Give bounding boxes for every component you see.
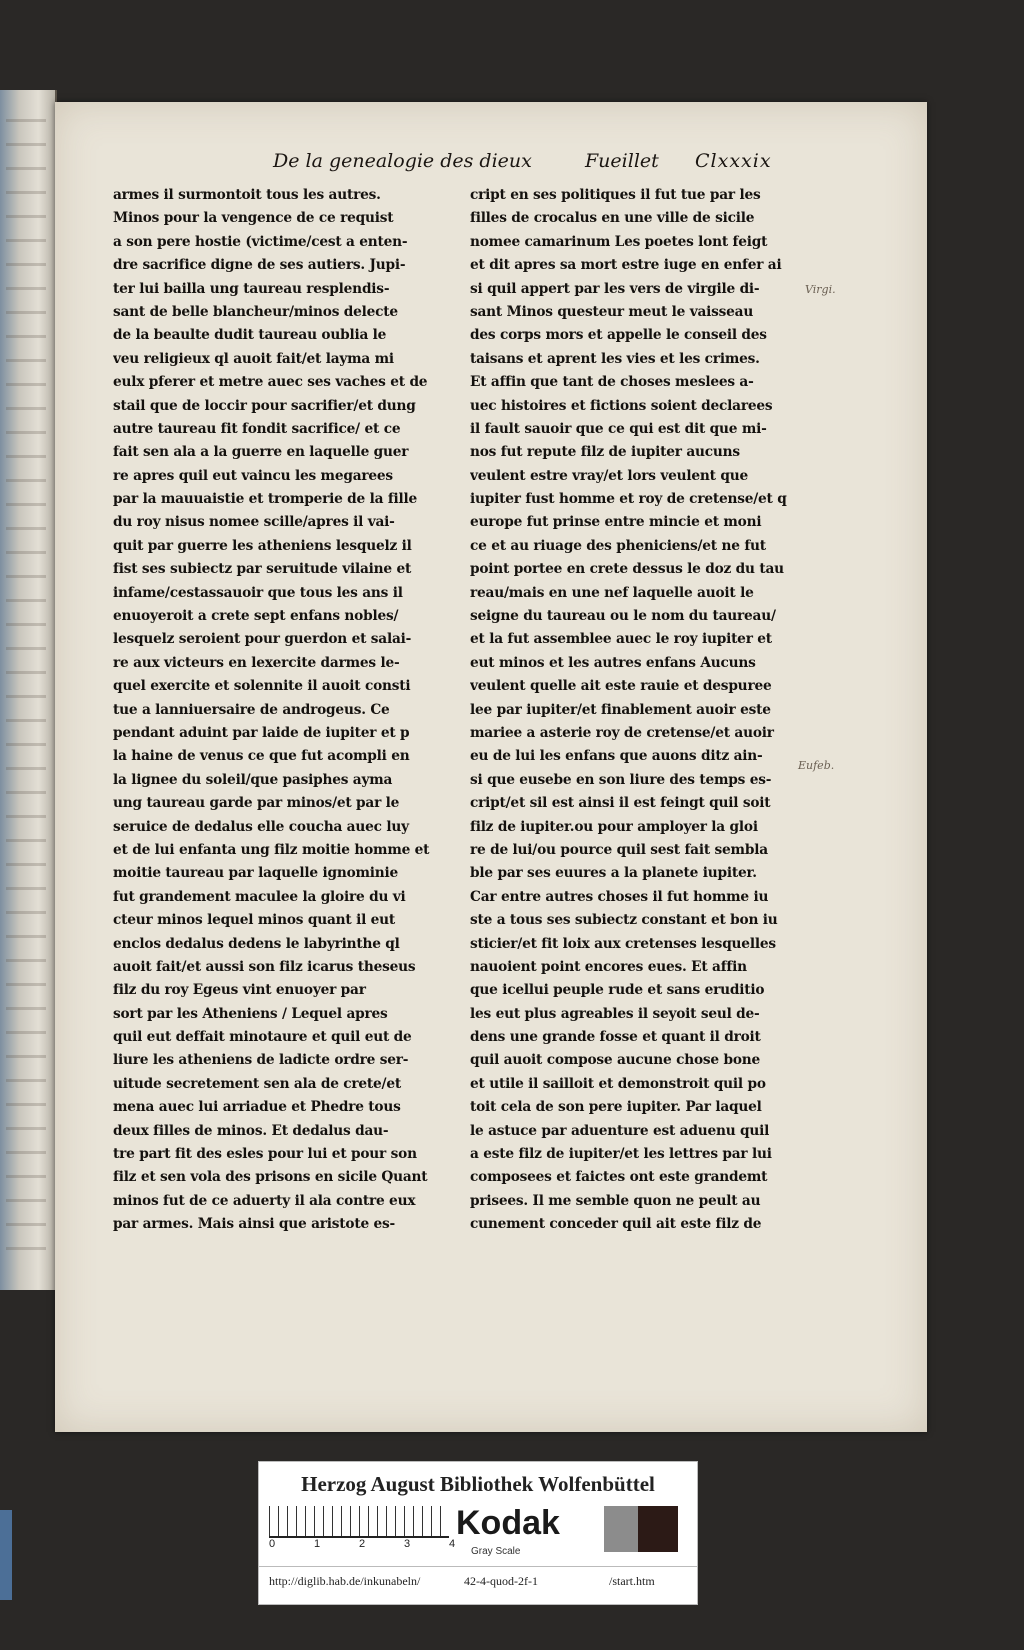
text-line: par la mauuaistie et tromperie de la fille [113, 491, 418, 508]
text-line: composees et faictes ont este grandemt [470, 1169, 768, 1186]
text-line: que icellui peuple rude et sans eruditio [470, 982, 765, 999]
text-line: de la beaulte dudit taureau oublia le [113, 327, 387, 344]
text-line: pendant aduint par laide de iupiter et p [113, 724, 410, 741]
text-line: des corps mors et appelle le conseil des [470, 327, 767, 344]
text-line: si quil appert par les vers de virgile di- [470, 280, 760, 297]
text-line: fait sen ala a la guerre en laquelle guer [113, 444, 409, 461]
text-line: filz et sen vola des prisons en sicile Quant [113, 1169, 428, 1186]
text-line: ter lui bailla ung taureau resplendis- [113, 280, 390, 297]
text-line: seigne du taureau ou le nom du taureau/ [470, 608, 776, 625]
text-line: filles de crocalus en une ville de sicile [470, 210, 755, 227]
text-line: tre part fit des esles pour lui et pour son [113, 1146, 417, 1163]
text-line: re aux victeurs en lexercite darmes le- [113, 654, 400, 671]
white-swatch [571, 1506, 604, 1552]
text-line: tue a lanniuersaire de androgeus. Ce [113, 701, 390, 718]
text-line: dens une grande fosse et quant il droit [470, 1029, 761, 1046]
text-line: sant de belle blancheur/minos delecte [113, 303, 398, 320]
text-line: cteur minos lequel minos quant il eut [113, 912, 396, 929]
text-line: cript/et sil est ainsi il est feingt quil soit [470, 795, 771, 812]
color-target-card [258, 1461, 698, 1605]
text-line: Car entre autres choses il fut homme iu [470, 888, 769, 905]
kodak-logo: Kodak [456, 1504, 560, 1542]
text-line: sant Minos questeur meut le vaisseau [470, 303, 754, 320]
text-line: nomee camarinum Les poetes lont feigt [470, 233, 768, 250]
text-line: stail que de loccir pour sacrifier/et dung [113, 397, 416, 414]
scale-ruler [269, 1506, 449, 1538]
text-line: enclos dedalus dedens le labyrinthe ql [113, 935, 400, 952]
ruler-number: 2 [359, 1538, 366, 1550]
ruler-number: 1 [314, 1538, 321, 1550]
text-line: veulent estre vray/et lors veulent que [470, 467, 748, 484]
text-line: autre taureau fit fondit sacrifice/ et ce [113, 420, 401, 437]
text-line: cunement conceder quil ait este filz de [470, 1216, 762, 1233]
page-header [55, 150, 927, 180]
text-line: Et affin que tant de choses meslees a- [470, 374, 754, 391]
text-line: minos fut de ce aduerty il ala contre eux [113, 1192, 416, 1209]
text-line: eulx pferer et metre auec ses vaches et de [113, 374, 428, 391]
text-line: prisees. Il me semble quon ne peult au [470, 1192, 761, 1209]
text-line: et de lui enfanta ung filz moitie homme et [113, 841, 430, 858]
ruler-numbers [269, 1538, 459, 1552]
text-line: re apres quil eut vaincu les megarees [113, 467, 393, 484]
gray-scale-label: Gray Scale [471, 1546, 521, 1557]
text-line: les eut plus agreables il seyoit seul de- [470, 1005, 760, 1022]
digital-library-url: http://diglib.hab.de/inkunabeln/ [269, 1574, 421, 1588]
text-line: la lignee du soleil/que pasiphes ayma [113, 771, 393, 788]
text-line: et utile il sailloit et demonstroit quil po [470, 1075, 766, 1092]
text-line: re de lui/ou pource quil sest fait sembla [470, 841, 768, 858]
running-title: De la genealogie des dieux [273, 150, 532, 172]
text-line: lesquelz seroient pour guerdon et salai- [113, 631, 412, 648]
facing-page-edge [0, 90, 57, 1290]
text-line: veu religieux ql auoit fait/et layma mi [113, 350, 394, 367]
text-line: fist ses subiectz par seruitude vilaine et [113, 561, 412, 578]
text-line: uec histoires et fictions soient declarees [470, 397, 773, 414]
text-line: uitude secretement sen ala de crete/et [113, 1075, 401, 1092]
blue-tab [0, 1510, 12, 1600]
text-line: dre sacrifice digne de ses autiers. Jupi- [113, 257, 406, 274]
text-line: enuoyeroit a crete sept enfans nobles/ [113, 608, 399, 625]
text-line: iupiter fust homme et roy de cretense/et q [470, 491, 787, 508]
text-line: quil auoit compose aucune chose bone [470, 1052, 761, 1069]
text-line: ce et au riuage des pheniciens/et ne fut [470, 537, 766, 554]
text-line: ung taureau garde par minos/et par le [113, 795, 400, 812]
text-column-left [113, 184, 435, 1237]
text-line: mariee a asterie roy de cretense/et auoir [470, 724, 774, 741]
text-line: et la fut assemblee auec le roy iupiter et [470, 631, 772, 648]
margin-note-virgil: Virgi. [805, 283, 836, 296]
text-line: seruice de dedalus elle coucha auec luy [113, 818, 409, 835]
text-line: il fault sauoir que ce qui est dit que mi- [470, 420, 767, 437]
ruler-number: 4 [449, 1538, 456, 1550]
folio-number: Clxxxix [695, 150, 772, 172]
gray-swatch [604, 1506, 638, 1552]
text-line: ble par ses euures a la planete iupiter. [470, 865, 757, 882]
text-line: nos fut repute filz de iupiter aucuns [470, 444, 740, 461]
text-line: eut minos et les autres enfans Aucuns [470, 654, 756, 671]
text-line: armes il surmontoit tous les autres. [113, 187, 381, 203]
text-line: liure les atheniens de ladicte ordre ser- [113, 1052, 409, 1069]
text-line: veulent quelle ait este rauie et despuree [470, 678, 772, 695]
text-line: lee par iupiter/et finablement auoir este [470, 701, 771, 718]
text-line: auoit fait/et aussi son filz icarus theseus [113, 958, 416, 975]
text-line: sticier/et fit loix aux cretenses lesquelles [470, 935, 776, 952]
text-line: Minos pour la vengence de ce requist [113, 210, 394, 227]
text-line: nauoient point encores eues. Et affin [470, 958, 747, 975]
folio-label: Fueillet [585, 150, 659, 172]
text-line: et dit apres sa mort estre iuge en enfer ai [470, 257, 782, 274]
text-line: deux filles de minos. Et dedalus dau- [113, 1122, 389, 1139]
dark-swatch [638, 1506, 678, 1552]
text-line: cript en ses politiques il fut tue par les [470, 187, 761, 203]
book-page [55, 102, 927, 1432]
text-line: a este filz de iupiter/et les lettres par lui [470, 1146, 772, 1163]
text-line: reau/mais en une nef laquelle auoit le [470, 584, 754, 601]
text-line: du roy nisus nomee scille/apres il vai- [113, 514, 395, 531]
text-line: sort par les Atheniens / Lequel apres [113, 1005, 388, 1022]
text-line: ste a tous ses subiectz constant et bon iu [470, 912, 778, 929]
text-line: taisans et aprent les vies et les crimes. [470, 350, 760, 367]
text-line: filz de iupiter.ou pour amployer la gloi [470, 818, 758, 835]
text-line: le astuce par aduenture est aduenu quil [470, 1122, 770, 1139]
text-line: moitie taureau par laquelle ignominie [113, 865, 399, 882]
text-line: quit par guerre les atheniens lesquelz il [113, 537, 412, 554]
margin-note-eusebius: Eufeb. [798, 759, 835, 772]
text-line: toit cela de son pere iupiter. Par laquel [470, 1099, 762, 1116]
ruler-number: 3 [404, 1538, 411, 1550]
start-page-link: /start.htm [609, 1574, 655, 1588]
text-line: par armes. Mais ainsi que aristote es- [113, 1216, 396, 1233]
text-line: mena auec lui arriadue et Phedre tous [113, 1099, 401, 1116]
text-line: si que eusebe en son liure des temps es- [470, 771, 772, 788]
text-line: point portee en crete dessus le doz du tau [470, 561, 784, 578]
text-line: quil eut deffait minotaure et quil eut de [113, 1029, 412, 1046]
ruler-number: 0 [269, 1538, 276, 1550]
text-line: fut grandement maculee la gloire du vi [113, 888, 406, 905]
card-divider [259, 1566, 697, 1567]
text-line: quel exercite et solennite il auoit consti [113, 678, 411, 695]
text-line: infame/cestassauoir que tous les ans il [113, 584, 403, 601]
shelfmark: 42-4-quod-2f-1 [464, 1574, 538, 1588]
text-line: la haine de venus ce que fut acompli en [113, 748, 410, 765]
institution-label: Herzog August Bibliothek Wolfenbüttel [301, 1472, 655, 1496]
text-column-right [470, 184, 792, 1237]
text-line: a son pere hostie (victime/cest a enten- [113, 233, 408, 250]
text-line: eu de lui les enfans que auons ditz ain- [470, 748, 763, 765]
text-line: filz du roy Egeus vint enuoyer par [113, 982, 366, 999]
text-line: europe fut prinse entre mincie et moni [470, 514, 762, 531]
